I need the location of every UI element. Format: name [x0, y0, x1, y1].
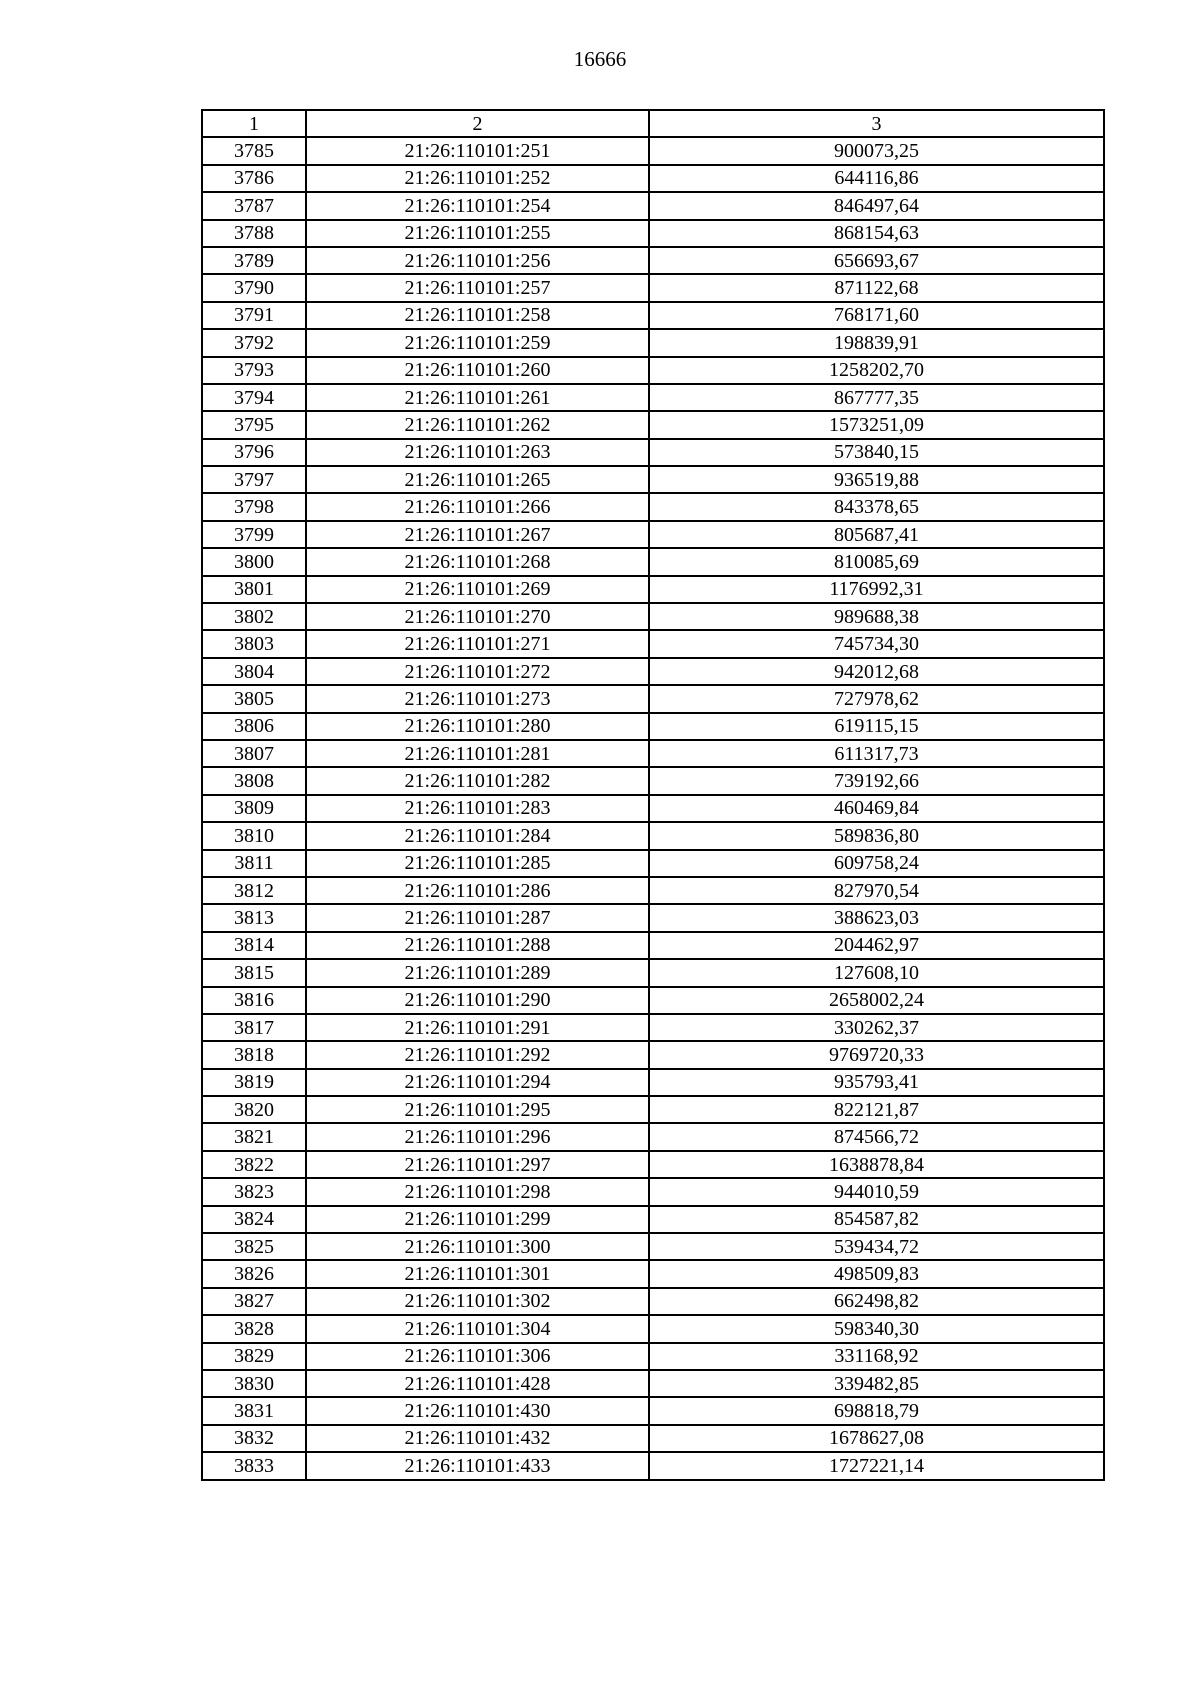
cadastral-number-cell: 21:26:110101:301	[306, 1260, 649, 1287]
value-cell: 739192,66	[649, 767, 1104, 794]
cadastral-number-cell: 21:26:110101:262	[306, 411, 649, 438]
table-row	[202, 165, 1104, 192]
row-number-cell: 3793	[202, 357, 306, 384]
cadastral-number-cell: 21:26:110101:256	[306, 247, 649, 274]
row-number-cell: 3813	[202, 904, 306, 931]
table-row	[202, 1233, 1104, 1260]
row-number-cell: 3824	[202, 1206, 306, 1233]
row-number-cell: 3830	[202, 1370, 306, 1397]
table-row	[202, 877, 1104, 904]
table-row	[202, 274, 1104, 301]
table-row	[202, 932, 1104, 959]
cadastral-number-cell: 21:26:110101:430	[306, 1397, 649, 1424]
cadastral-number-cell: 21:26:110101:292	[306, 1041, 649, 1068]
table-row	[202, 466, 1104, 493]
cadastral-number-cell: 21:26:110101:269	[306, 576, 649, 603]
table-row	[202, 329, 1104, 356]
table-row	[202, 384, 1104, 411]
value-cell: 662498,82	[649, 1288, 1104, 1315]
cadastral-number-cell: 21:26:110101:260	[306, 357, 649, 384]
table-row	[202, 247, 1104, 274]
cadastral-number-cell: 21:26:110101:299	[306, 1206, 649, 1233]
row-number-cell: 3806	[202, 713, 306, 740]
cadastral-number-cell: 21:26:110101:271	[306, 630, 649, 657]
table-row	[202, 850, 1104, 877]
value-cell: 1678627,08	[649, 1425, 1104, 1452]
cadastral-number-cell: 21:26:110101:267	[306, 521, 649, 548]
cadastral-number-cell: 21:26:110101:304	[306, 1315, 649, 1342]
value-cell: 867777,35	[649, 384, 1104, 411]
table-row	[202, 493, 1104, 520]
cadastral-number-cell: 21:26:110101:268	[306, 548, 649, 575]
value-cell: 868154,63	[649, 220, 1104, 247]
row-number-cell: 3832	[202, 1425, 306, 1452]
table-row	[202, 1151, 1104, 1178]
row-number-cell: 3827	[202, 1288, 306, 1315]
row-number-cell: 3828	[202, 1315, 306, 1342]
value-cell: 936519,88	[649, 466, 1104, 493]
value-cell: 1573251,09	[649, 411, 1104, 438]
row-number-cell: 3817	[202, 1014, 306, 1041]
value-cell: 609758,24	[649, 850, 1104, 877]
table-header-row	[202, 110, 1104, 137]
row-number-cell: 3802	[202, 603, 306, 630]
cadastral-number-cell: 21:26:110101:288	[306, 932, 649, 959]
value-cell: 768171,60	[649, 302, 1104, 329]
value-cell: 843378,65	[649, 493, 1104, 520]
table-row	[202, 685, 1104, 712]
table-row	[202, 1425, 1104, 1452]
cadastral-number-cell: 21:26:110101:428	[306, 1370, 649, 1397]
value-cell: 498509,83	[649, 1260, 1104, 1287]
value-cell: 611317,73	[649, 740, 1104, 767]
cadastral-number-cell: 21:26:110101:302	[306, 1288, 649, 1315]
cadastral-number-cell: 21:26:110101:281	[306, 740, 649, 767]
table-row	[202, 822, 1104, 849]
cadastral-number-cell: 21:26:110101:255	[306, 220, 649, 247]
table-row	[202, 713, 1104, 740]
cadastral-number-cell: 21:26:110101:289	[306, 959, 649, 986]
row-number-cell: 3822	[202, 1151, 306, 1178]
value-cell: 745734,30	[649, 630, 1104, 657]
table-row	[202, 521, 1104, 548]
page-number: 16666	[573, 47, 627, 71]
table-row	[202, 603, 1104, 630]
row-number-cell: 3833	[202, 1452, 306, 1479]
value-cell: 198839,91	[649, 329, 1104, 356]
data-table	[201, 109, 1105, 1481]
cadastral-number-cell: 21:26:110101:261	[306, 384, 649, 411]
value-cell: 942012,68	[649, 658, 1104, 685]
value-cell: 127608,10	[649, 959, 1104, 986]
data-table-container	[201, 109, 1103, 1481]
table-row	[202, 904, 1104, 931]
row-number-cell: 3787	[202, 192, 306, 219]
row-number-cell: 3831	[202, 1397, 306, 1424]
header-cell-col-1: 1	[202, 110, 306, 137]
cadastral-number-cell: 21:26:110101:283	[306, 795, 649, 822]
table-row	[202, 1206, 1104, 1233]
row-number-cell: 3809	[202, 795, 306, 822]
row-number-cell: 3792	[202, 329, 306, 356]
cadastral-number-cell: 21:26:110101:259	[306, 329, 649, 356]
table-row	[202, 439, 1104, 466]
cadastral-number-cell: 21:26:110101:273	[306, 685, 649, 712]
row-number-cell: 3805	[202, 685, 306, 712]
table-body	[202, 137, 1104, 1479]
row-number-cell: 3791	[202, 302, 306, 329]
row-number-cell: 3814	[202, 932, 306, 959]
value-cell: 810085,69	[649, 548, 1104, 575]
value-cell: 944010,59	[649, 1178, 1104, 1205]
value-cell: 822121,87	[649, 1096, 1104, 1123]
table-row	[202, 220, 1104, 247]
cadastral-number-cell: 21:26:110101:263	[306, 439, 649, 466]
row-number-cell: 3819	[202, 1069, 306, 1096]
table-row	[202, 767, 1104, 794]
table-row	[202, 987, 1104, 1014]
value-cell: 1258202,70	[649, 357, 1104, 384]
table-row	[202, 1397, 1104, 1424]
cadastral-number-cell: 21:26:110101:272	[306, 658, 649, 685]
value-cell: 2658002,24	[649, 987, 1104, 1014]
cadastral-number-cell: 21:26:110101:282	[306, 767, 649, 794]
row-number-cell: 3808	[202, 767, 306, 794]
table-row	[202, 302, 1104, 329]
cadastral-number-cell: 21:26:110101:300	[306, 1233, 649, 1260]
row-number-cell: 3799	[202, 521, 306, 548]
row-number-cell: 3796	[202, 439, 306, 466]
value-cell: 935793,41	[649, 1069, 1104, 1096]
value-cell: 331168,92	[649, 1343, 1104, 1370]
table-row	[202, 630, 1104, 657]
value-cell: 871122,68	[649, 274, 1104, 301]
value-cell: 204462,97	[649, 932, 1104, 959]
value-cell: 330262,37	[649, 1014, 1104, 1041]
row-number-cell: 3818	[202, 1041, 306, 1068]
cadastral-number-cell: 21:26:110101:287	[306, 904, 649, 931]
table-header	[202, 110, 1104, 137]
row-number-cell: 3790	[202, 274, 306, 301]
table-row	[202, 1096, 1104, 1123]
row-number-cell: 3797	[202, 466, 306, 493]
cadastral-number-cell: 21:26:110101:297	[306, 1151, 649, 1178]
table-row	[202, 1014, 1104, 1041]
header-cell-col-3: 3	[649, 110, 1104, 137]
table-row	[202, 959, 1104, 986]
cadastral-number-cell: 21:26:110101:296	[306, 1123, 649, 1150]
value-cell: 854587,82	[649, 1206, 1104, 1233]
table-row	[202, 1041, 1104, 1068]
row-number-cell: 3795	[202, 411, 306, 438]
header-cell-col-2: 2	[306, 110, 649, 137]
cadastral-number-cell: 21:26:110101:270	[306, 603, 649, 630]
cadastral-number-cell: 21:26:110101:285	[306, 850, 649, 877]
row-number-cell: 3800	[202, 548, 306, 575]
cadastral-number-cell: 21:26:110101:284	[306, 822, 649, 849]
cadastral-number-cell: 21:26:110101:280	[306, 713, 649, 740]
cadastral-number-cell: 21:26:110101:258	[306, 302, 649, 329]
cadastral-number-cell: 21:26:110101:295	[306, 1096, 649, 1123]
cadastral-number-cell: 21:26:110101:433	[306, 1452, 649, 1479]
row-number-cell: 3801	[202, 576, 306, 603]
cadastral-number-cell: 21:26:110101:291	[306, 1014, 649, 1041]
row-number-cell: 3794	[202, 384, 306, 411]
cadastral-number-cell: 21:26:110101:254	[306, 192, 649, 219]
cadastral-number-cell: 21:26:110101:294	[306, 1069, 649, 1096]
cadastral-number-cell: 21:26:110101:265	[306, 466, 649, 493]
value-cell: 846497,64	[649, 192, 1104, 219]
cadastral-number-cell: 21:26:110101:306	[306, 1343, 649, 1370]
row-number-cell: 3786	[202, 165, 306, 192]
table-row	[202, 795, 1104, 822]
table-row	[202, 411, 1104, 438]
value-cell: 827970,54	[649, 877, 1104, 904]
table-row	[202, 357, 1104, 384]
value-cell: 644116,86	[649, 165, 1104, 192]
table-row	[202, 1315, 1104, 1342]
value-cell: 698818,79	[649, 1397, 1104, 1424]
row-number-cell: 3803	[202, 630, 306, 657]
row-number-cell: 3789	[202, 247, 306, 274]
table-row	[202, 1452, 1104, 1479]
value-cell: 900073,25	[649, 137, 1104, 164]
table-row	[202, 740, 1104, 767]
row-number-cell: 3821	[202, 1123, 306, 1150]
value-cell: 619115,15	[649, 713, 1104, 740]
row-number-cell: 3798	[202, 493, 306, 520]
row-number-cell: 3785	[202, 137, 306, 164]
value-cell: 573840,15	[649, 439, 1104, 466]
row-number-cell: 3829	[202, 1343, 306, 1370]
value-cell: 656693,67	[649, 247, 1104, 274]
cadastral-number-cell: 21:26:110101:298	[306, 1178, 649, 1205]
cadastral-number-cell: 21:26:110101:252	[306, 165, 649, 192]
row-number-cell: 3812	[202, 877, 306, 904]
table-row	[202, 1343, 1104, 1370]
table-row	[202, 1069, 1104, 1096]
table-row	[202, 1178, 1104, 1205]
row-number-cell: 3804	[202, 658, 306, 685]
cadastral-number-cell: 21:26:110101:286	[306, 877, 649, 904]
value-cell: 1727221,14	[649, 1452, 1104, 1479]
cadastral-number-cell: 21:26:110101:257	[306, 274, 649, 301]
table-row	[202, 1260, 1104, 1287]
table-row	[202, 548, 1104, 575]
row-number-cell: 3825	[202, 1233, 306, 1260]
cadastral-number-cell: 21:26:110101:266	[306, 493, 649, 520]
value-cell: 1638878,84	[649, 1151, 1104, 1178]
row-number-cell: 3807	[202, 740, 306, 767]
value-cell: 460469,84	[649, 795, 1104, 822]
value-cell: 9769720,33	[649, 1041, 1104, 1068]
value-cell: 589836,80	[649, 822, 1104, 849]
table-row	[202, 1370, 1104, 1397]
table-row	[202, 137, 1104, 164]
value-cell: 339482,85	[649, 1370, 1104, 1397]
row-number-cell: 3816	[202, 987, 306, 1014]
table-row	[202, 1123, 1104, 1150]
value-cell: 598340,30	[649, 1315, 1104, 1342]
row-number-cell: 3815	[202, 959, 306, 986]
value-cell: 539434,72	[649, 1233, 1104, 1260]
cadastral-number-cell: 21:26:110101:290	[306, 987, 649, 1014]
cadastral-number-cell: 21:26:110101:432	[306, 1425, 649, 1452]
row-number-cell: 3826	[202, 1260, 306, 1287]
row-number-cell: 3788	[202, 220, 306, 247]
value-cell: 388623,03	[649, 904, 1104, 931]
row-number-cell: 3810	[202, 822, 306, 849]
row-number-cell: 3823	[202, 1178, 306, 1205]
table-row	[202, 192, 1104, 219]
value-cell: 1176992,31	[649, 576, 1104, 603]
value-cell: 805687,41	[649, 521, 1104, 548]
value-cell: 727978,62	[649, 685, 1104, 712]
table-row	[202, 1288, 1104, 1315]
cadastral-number-cell: 21:26:110101:251	[306, 137, 649, 164]
value-cell: 874566,72	[649, 1123, 1104, 1150]
value-cell: 989688,38	[649, 603, 1104, 630]
table-row	[202, 576, 1104, 603]
table-row	[202, 658, 1104, 685]
row-number-cell: 3820	[202, 1096, 306, 1123]
row-number-cell: 3811	[202, 850, 306, 877]
